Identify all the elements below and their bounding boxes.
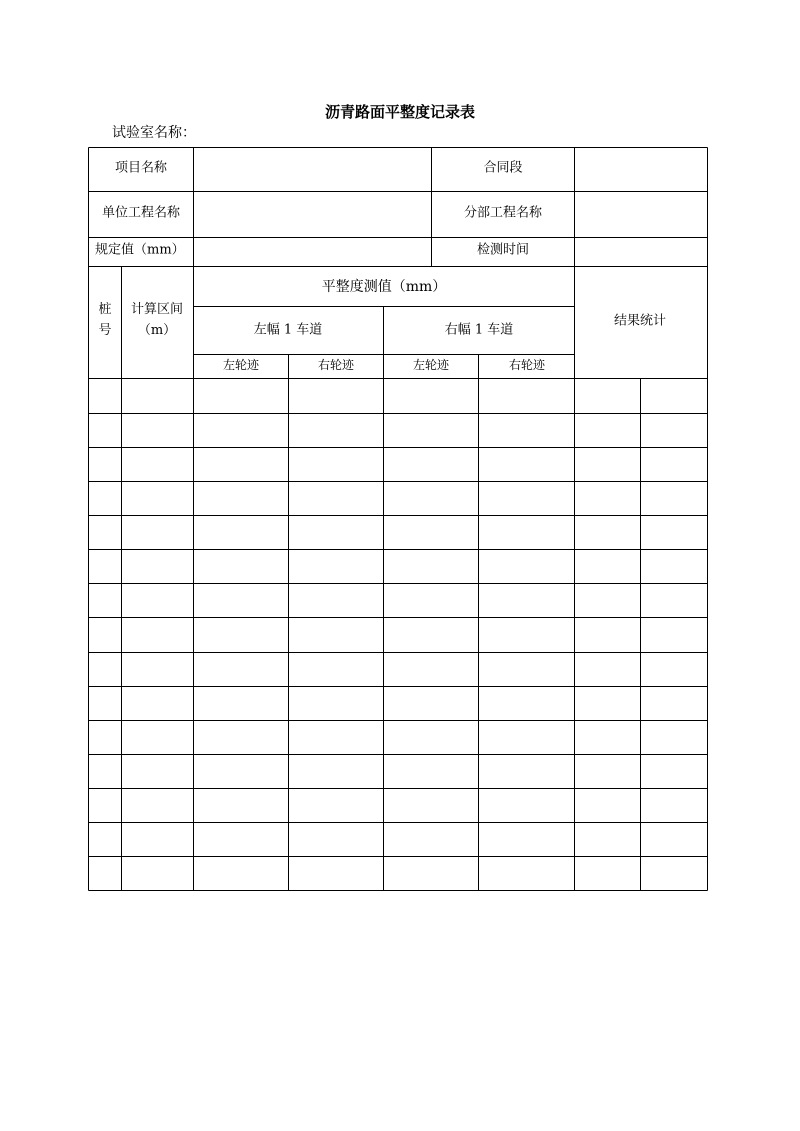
spec-value-label: 规定值（mm） bbox=[95, 242, 185, 258]
right-lane-right-track-label: 右轮迹 bbox=[508, 358, 546, 373]
station-no-label: 桩 号 bbox=[98, 302, 112, 338]
right-lane-label: 右幅 1 车道 bbox=[444, 322, 514, 338]
lab-name-label: 试验室名称： bbox=[112, 125, 196, 141]
result-stats-label: 结果统计 bbox=[613, 313, 667, 329]
left-lane-right-track-label: 右轮迹 bbox=[317, 358, 355, 373]
flatness-value-label: 平整度测值（mm） bbox=[321, 278, 447, 295]
project-name-label: 项目名称 bbox=[114, 160, 168, 176]
unit-project-label: 单位工程名称 bbox=[101, 205, 181, 221]
left-lane-label: 左幅 1 车道 bbox=[253, 322, 323, 338]
sub-project-label: 分部工程名称 bbox=[463, 205, 543, 221]
contract-section-label: 合同段 bbox=[483, 160, 523, 176]
left-lane-left-track-label: 左轮迹 bbox=[222, 358, 260, 373]
test-time-label: 检测时间 bbox=[476, 242, 530, 258]
form-title: 沥青路面平整度记录表 bbox=[324, 103, 475, 121]
calc-interval-label: 计算区间 （m） bbox=[130, 302, 184, 338]
right-lane-left-track-label: 左轮迹 bbox=[412, 358, 450, 373]
